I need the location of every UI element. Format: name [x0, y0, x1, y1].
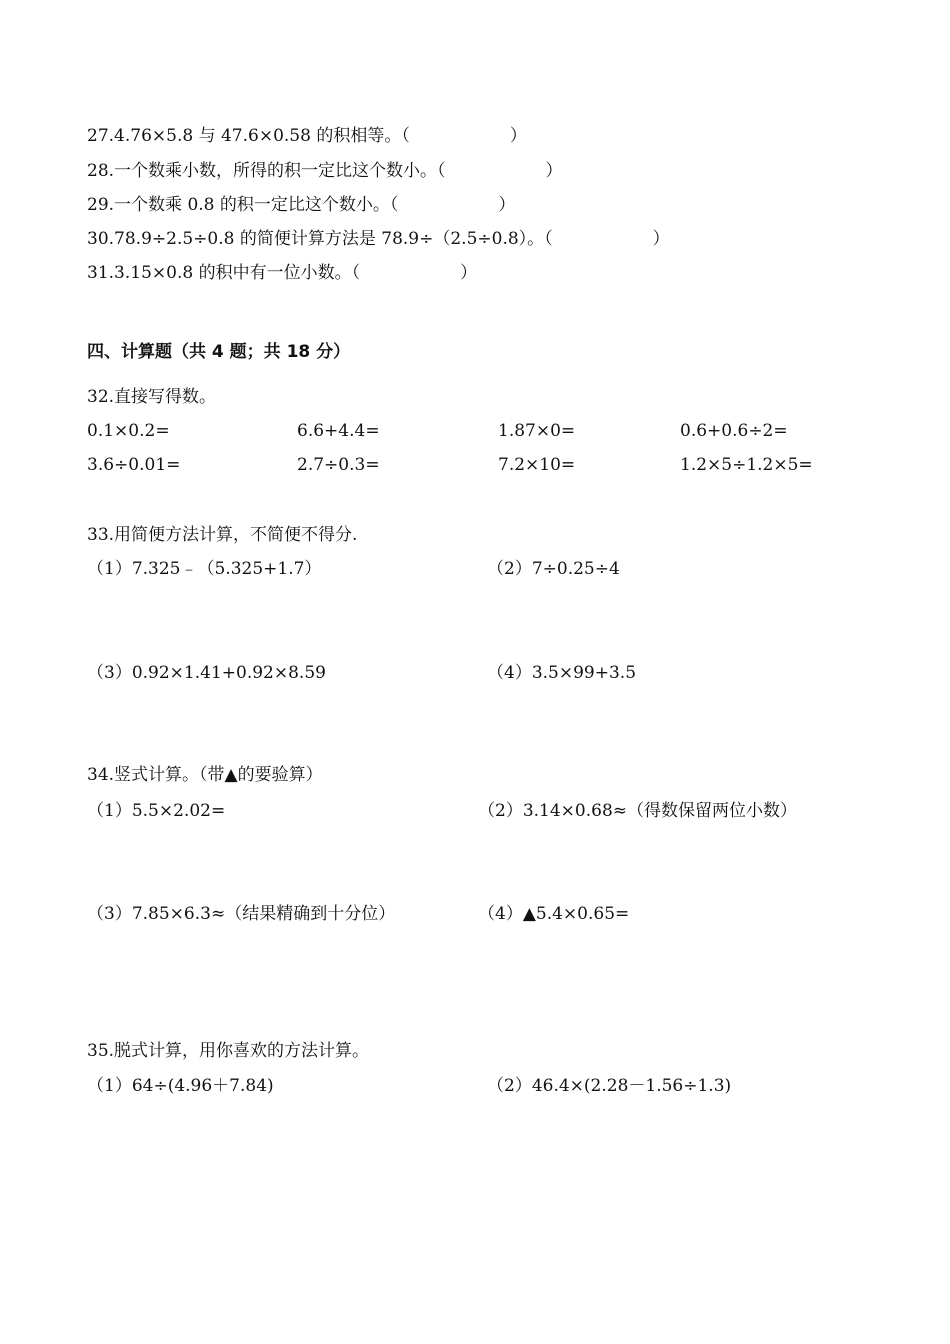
answer-paren-open: （ [544, 229, 553, 249]
answer-paren-close: ） [509, 126, 527, 146]
q33-item3: （3）0.92×1.41+0.92×8.59 [87, 663, 326, 683]
q32-row1-item2: 6.6+4.4= [297, 421, 380, 441]
answer-paren-open: （ [437, 161, 446, 181]
answer-paren-close: ） [652, 229, 670, 249]
answer-paren-close: ） [460, 263, 478, 283]
q33-item2: （2）7÷0.25÷4 [487, 559, 620, 579]
question-33-title: 33.用简便方法计算，不简便不得分. [87, 525, 358, 545]
question-28-text: 28.一个数乘小数，所得的积一定比这个数小。 [87, 161, 438, 181]
answer-paren-close: ） [545, 161, 563, 181]
q32-row1-item3: 1.87×0= [498, 421, 576, 441]
q33-item4: （4）3.5×99+3.5 [487, 663, 637, 683]
q32-row1-item1: 0.1×0.2= [87, 421, 170, 441]
q32-row2-item1: 3.6÷0.01= [87, 455, 181, 475]
answer-paren-open: （ [401, 126, 410, 146]
question-35-title: 35.脱式计算，用你喜欢的方法计算。 [87, 1041, 370, 1061]
q34-item3: （3）7.85×6.3≈（结果精确到十分位） [87, 904, 396, 924]
q35-item1: （1）64÷(4.96＋7.84) [87, 1076, 274, 1096]
question-27-text: 27.4.76×5.8 与 47.6×0.58 的积相等。 [87, 126, 402, 146]
question-29 [87, 197, 515, 214]
q34-item2: （2）3.14×0.68≈（得数保留两位小数） [478, 801, 798, 821]
q32-row2-item3: 7.2×10= [498, 455, 576, 475]
answer-paren-open: （ [351, 263, 361, 283]
section-heading: 四、计算题（共 4 题；共 18 分） [87, 342, 351, 362]
q32-row2-item2: 2.7÷0.3= [297, 455, 380, 475]
q35-item2: （2）46.4×(2.28－1.56÷1.3) [487, 1076, 732, 1096]
q34-item1: （1）5.5×2.02= [87, 801, 226, 821]
question-34-title: 34.竖式计算。（带▲的要验算） [87, 765, 323, 785]
q34-item4: （4）▲5.4×0.65= [478, 904, 630, 924]
answer-paren-open: （ [389, 195, 399, 215]
question-30 [87, 231, 670, 248]
q32-row1-item4: 0.6+0.6÷2= [680, 421, 788, 441]
question-27 [87, 128, 527, 145]
question-29-text: 29.一个数乘 0.8 的积一定比这个数小。 [87, 195, 390, 215]
question-31-text: 31.3.15×0.8 的积中有一位小数。 [87, 263, 352, 283]
question-31 [87, 265, 477, 282]
question-30-text: 30.78.9÷2.5÷0.8 的简便计算方法是 78.9÷（2.5÷0.8）。 [87, 229, 545, 249]
question-28 [87, 163, 563, 180]
q32-row2-item4: 1.2×5÷1.2×5= [680, 455, 813, 475]
q33-item1: （1）7.325﹣（5.325+1.7） [87, 559, 322, 579]
question-32-title: 32.直接写得数。 [87, 387, 217, 407]
answer-paren-close: ） [498, 195, 516, 215]
